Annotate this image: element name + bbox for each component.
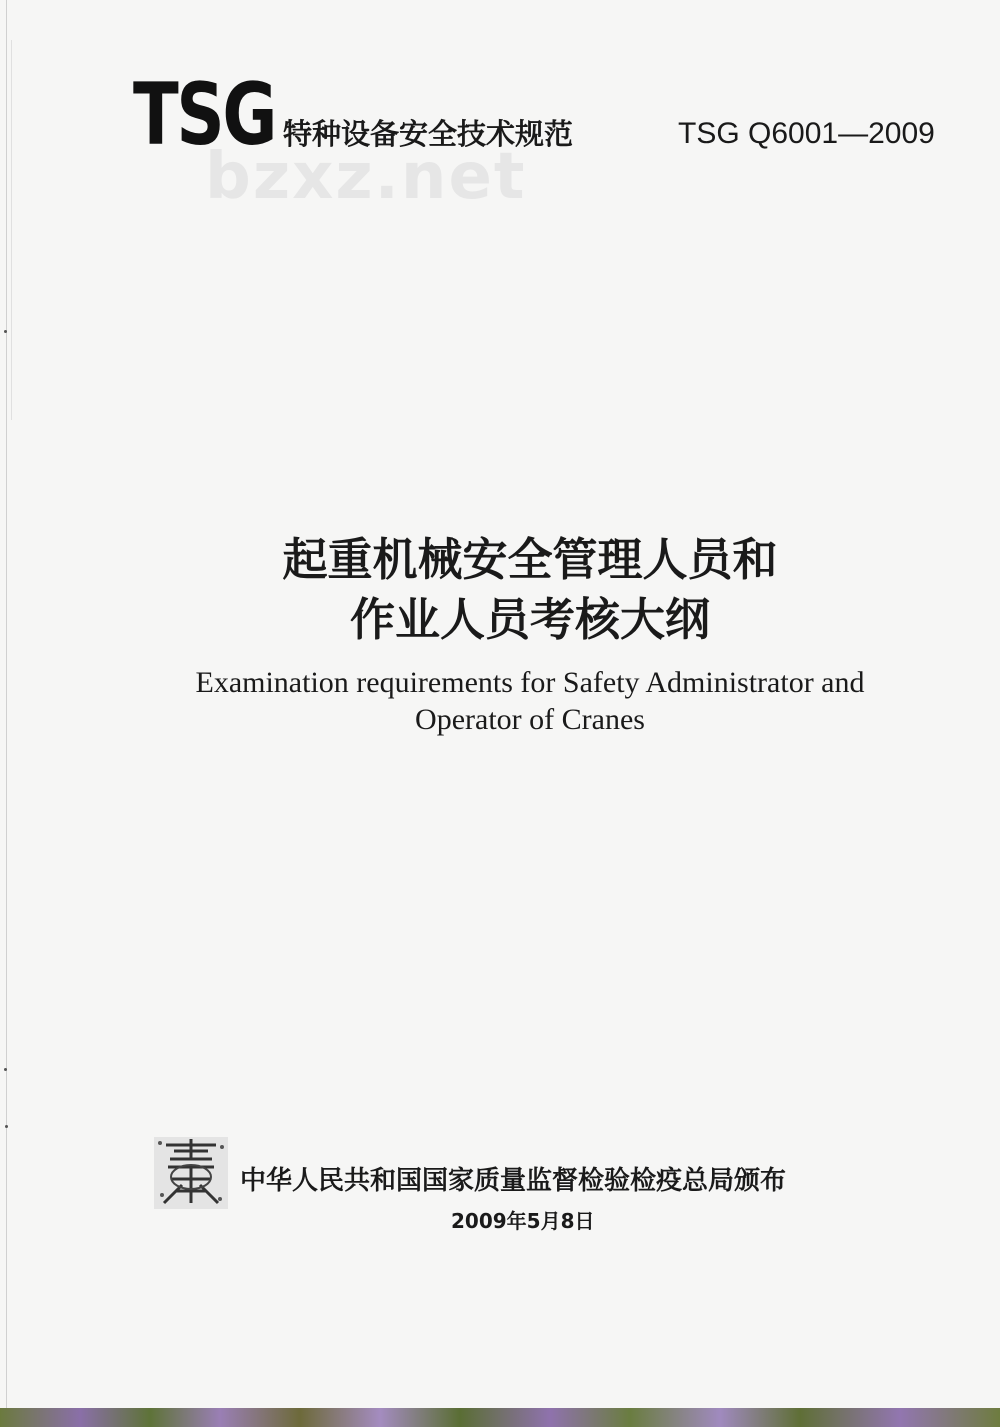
publish-date: 2009年5月8日 [451,1209,595,1233]
title-cn-line1: 起重机械安全管理人员和 [282,533,778,586]
scan-speck [5,1125,8,1128]
tsg-logo: TSG [133,65,276,165]
title-en-line1: Examination requirements for Safety Administrator and [195,666,865,699]
title-en-line2: Operator of Cranes [415,703,645,736]
scan-speck [4,330,7,333]
bottom-photo-strip [0,1408,1000,1427]
publisher: 中华人民共和国国家质量监督检验检疫总局颁布 [240,1166,787,1196]
series-name: 特种设备安全技术规范 [283,117,574,151]
title-english [0,664,1000,738]
watermark: bzxz.net [205,140,527,214]
scan-edge-line [11,40,12,420]
title-cn-line2: 作业人员考核大纲 [349,593,710,646]
scan-speck [4,1068,7,1071]
title-chinese [0,530,1000,650]
seal-icon [152,1133,230,1213]
standard-code: TSG Q6001—2009 [678,117,935,150]
